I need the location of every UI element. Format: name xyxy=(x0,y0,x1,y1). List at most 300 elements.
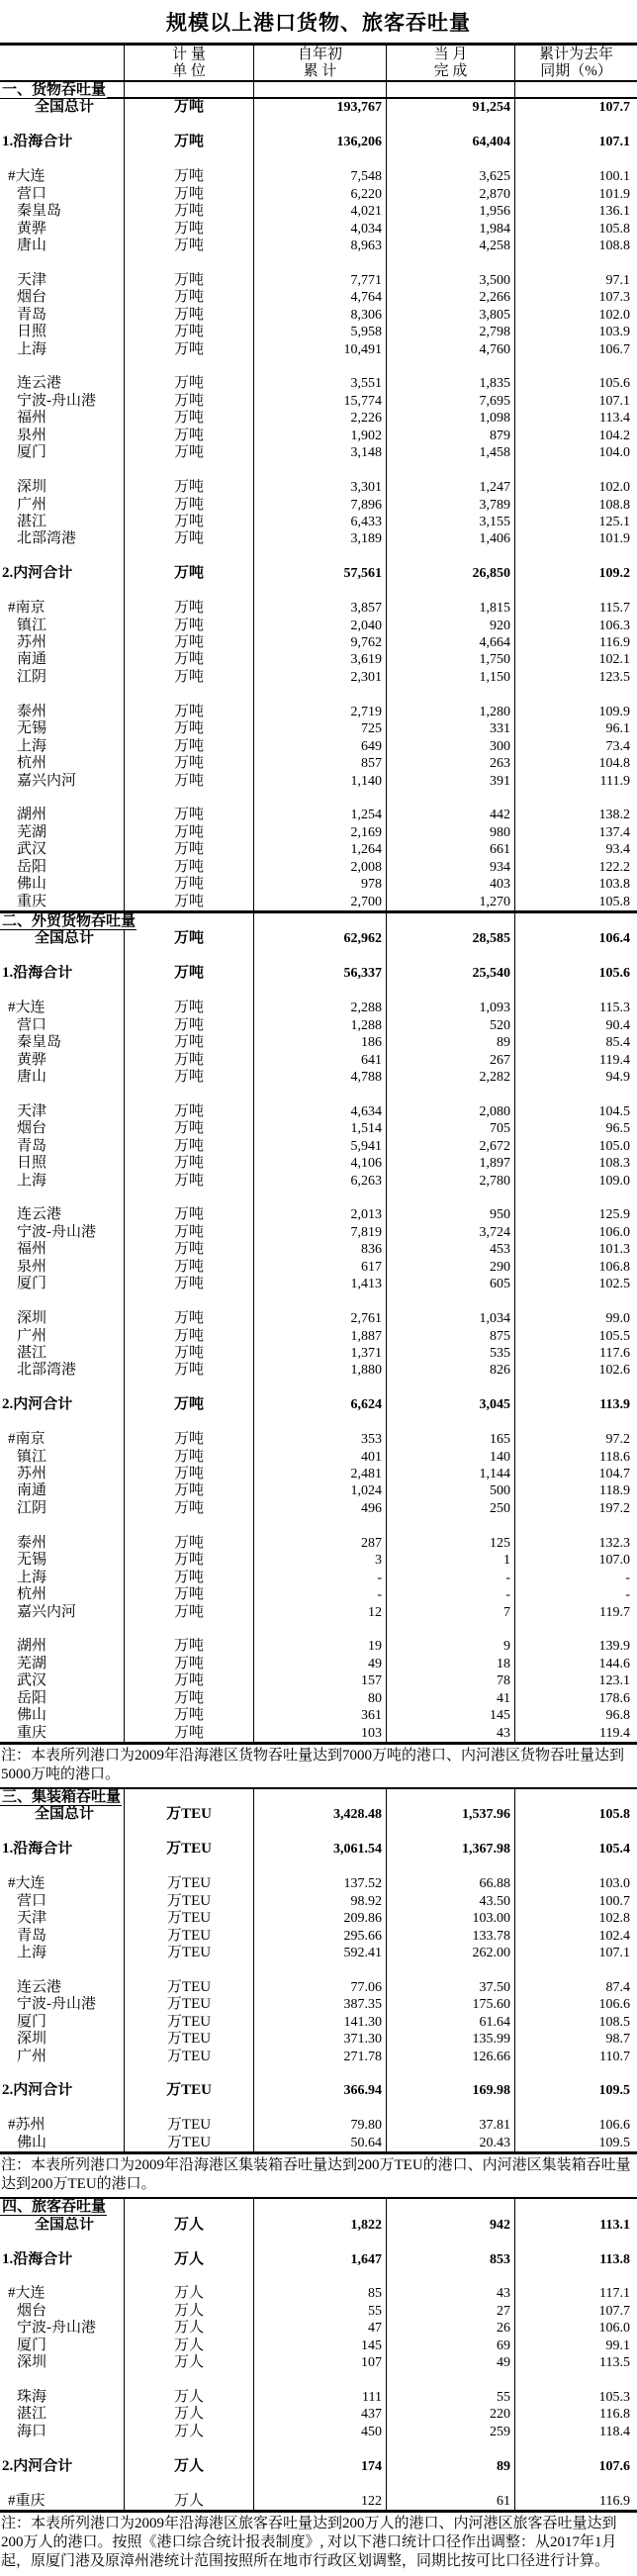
port-name-cell: 广州 xyxy=(17,496,47,513)
header-unit-line1: 计 量 xyxy=(172,46,206,62)
table-row xyxy=(0,514,637,530)
port-name-cell: 1.沿海合计 xyxy=(2,2250,73,2267)
ytd-value-cell: 295.66 xyxy=(253,1928,386,1945)
table-row xyxy=(0,497,637,514)
table-row xyxy=(0,393,637,410)
pct-value-cell: 137.4 xyxy=(514,824,637,841)
port-name-cell: 厦门 xyxy=(17,2013,47,2030)
port-name-cell: #苏州 xyxy=(8,2117,46,2134)
header-ytd-line1: 自年初 xyxy=(297,46,342,62)
month-value-cell: 875 xyxy=(386,1328,514,1345)
month-value-cell: 1,537.96 xyxy=(386,1806,514,1823)
ytd-value-cell: 80 xyxy=(253,1690,386,1707)
port-name-cell: 泉州 xyxy=(17,1258,47,1275)
port-name-cell xyxy=(0,2065,124,2082)
table-row xyxy=(0,1466,637,1482)
table-row xyxy=(0,807,637,823)
section-heading-row xyxy=(0,1789,637,1806)
port-name-cell: 武汉 xyxy=(17,841,47,858)
port-name-cell: 烟台 xyxy=(17,289,47,306)
table-row xyxy=(0,2251,637,2268)
month-value-cell: 61.64 xyxy=(386,2014,514,2031)
port-name-cell xyxy=(0,548,124,565)
month-value-cell: 290 xyxy=(386,1259,514,1276)
table-row xyxy=(0,1017,637,1034)
port-name-cell: 深圳 xyxy=(17,2031,47,2048)
table-row xyxy=(0,720,637,737)
unit-cell: 万吨 xyxy=(124,1345,253,1362)
unit-cell xyxy=(124,1293,253,1310)
unit-cell xyxy=(124,2440,253,2457)
month-value-cell: 1,897 xyxy=(386,1155,514,1172)
table-row xyxy=(0,1206,637,1223)
table-row xyxy=(0,2031,637,2048)
spacer-row xyxy=(0,117,637,134)
table-row xyxy=(0,428,637,444)
table-row xyxy=(0,669,637,686)
table-row xyxy=(0,444,637,461)
pct-value-cell: 105.5 xyxy=(514,1328,637,1345)
pct-value-cell: 105.6 xyxy=(514,375,637,392)
month-value-cell xyxy=(386,2100,514,2117)
port-name-cell: 营口 xyxy=(17,1016,47,1033)
column-divider xyxy=(514,913,515,930)
port-name-cell: 黄骅 xyxy=(17,1051,47,1068)
ytd-value-cell xyxy=(253,2475,386,2492)
month-value-cell: 1,458 xyxy=(386,444,514,461)
pct-value-cell: 73.4 xyxy=(514,738,637,755)
pct-value-cell: 100.7 xyxy=(514,1893,637,1910)
month-value-cell: 705 xyxy=(386,1120,514,1137)
port-name-cell: 1.沿海合计 xyxy=(2,965,73,982)
table-row xyxy=(0,1996,637,2013)
month-value-cell: 89 xyxy=(386,1034,514,1051)
spacer-row xyxy=(0,686,637,703)
month-value-cell: 934 xyxy=(386,859,514,876)
month-value-cell: 125 xyxy=(386,1535,514,1552)
table-row xyxy=(0,99,637,116)
table-row xyxy=(0,1069,637,1086)
port-name-cell: 深圳 xyxy=(17,1310,47,1327)
pct-value-cell: 125.9 xyxy=(514,1206,637,1223)
port-name-cell: 秦皇岛 xyxy=(17,1034,62,1051)
pct-value-cell: 105.3 xyxy=(514,2389,637,2406)
pct-value-cell: 102.0 xyxy=(514,307,637,324)
pct-value-cell: 97.1 xyxy=(514,272,637,289)
month-value-cell xyxy=(386,117,514,134)
unit-cell xyxy=(124,1859,253,1875)
port-name-cell: 青岛 xyxy=(17,1927,47,1944)
pct-value-cell: 104.8 xyxy=(514,755,637,772)
ytd-value-cell: 7,548 xyxy=(253,168,386,185)
ytd-value-cell: 387.35 xyxy=(253,1996,386,2013)
table-row xyxy=(0,221,637,238)
pct-value-cell: 113.8 xyxy=(514,2251,637,2268)
month-value-cell xyxy=(386,548,514,565)
port-name-cell xyxy=(0,117,124,134)
unit-cell: 万吨 xyxy=(124,1069,253,1086)
pct-value-cell: 116.9 xyxy=(514,634,637,651)
port-name-cell: 秦皇岛 xyxy=(17,203,62,220)
section-heading: 四、旅客吞吐量 xyxy=(2,2198,107,2215)
pct-value-cell: 105.8 xyxy=(514,1806,637,1823)
unit-cell xyxy=(124,948,253,965)
port-name-cell: 北部湾港 xyxy=(17,1362,77,1379)
ytd-value-cell: 3,857 xyxy=(253,600,386,617)
ytd-value-cell: - xyxy=(253,1570,386,1586)
month-value-cell: 2,282 xyxy=(386,1069,514,1086)
unit-cell: 万吨 xyxy=(124,1155,253,1172)
month-value-cell xyxy=(386,1961,514,1978)
unit-cell: 万TEU xyxy=(124,1893,253,1910)
unit-cell: 万TEU xyxy=(124,1979,253,1996)
table-row xyxy=(0,1052,637,1069)
month-value-cell: 2,080 xyxy=(386,1103,514,1120)
spacer-row xyxy=(0,254,637,271)
ytd-value-cell: 2,169 xyxy=(253,824,386,841)
section-heading-row xyxy=(0,2199,637,2216)
spacer-row xyxy=(0,2475,637,2492)
pct-value-cell: 109.2 xyxy=(514,565,637,582)
unit-cell: 万吨 xyxy=(124,1052,253,1069)
month-value-cell xyxy=(386,948,514,965)
pct-value-cell xyxy=(514,2065,637,2082)
month-value-cell: 28,585 xyxy=(386,930,514,947)
spacer-row xyxy=(0,1824,637,1841)
ytd-value-cell: 3 xyxy=(253,1552,386,1569)
pct-value-cell: 102.1 xyxy=(514,651,637,668)
table-row xyxy=(0,1875,637,1892)
unit-cell: 万吨 xyxy=(124,876,253,893)
unit-cell xyxy=(124,1621,253,1638)
port-name-cell xyxy=(0,1380,124,1396)
port-name-cell xyxy=(0,1293,124,1310)
port-name-cell: 黄骅 xyxy=(17,220,47,237)
table-row xyxy=(0,1928,637,1945)
port-name-cell: 宁波-舟山港 xyxy=(17,2320,96,2337)
port-name-cell: 佛山 xyxy=(17,2134,47,2150)
table-row xyxy=(0,930,637,947)
port-name-cell: 2.内河合计 xyxy=(2,1396,73,1413)
table-row xyxy=(0,375,637,392)
port-name-cell: 海口 xyxy=(17,2423,47,2439)
unit-cell: 万TEU xyxy=(124,2049,253,2065)
table-row xyxy=(0,1893,637,1910)
table-row xyxy=(0,2117,637,2134)
month-value-cell: 950 xyxy=(386,1206,514,1223)
ytd-value-cell: 4,764 xyxy=(253,289,386,306)
header-cell-month xyxy=(386,46,514,80)
ytd-value-cell: 366.94 xyxy=(253,2082,386,2099)
table-note: 注：本表所列港口为2009年沿海港区旅客吞吐量达到200万人的港口、内河港区旅客吞吐量达到200万人的港口。按照《港口综合统计报表制度》, 对以下港口统计口径作出调整：从2017年1月起，原厦门港及原漳州港统计范围按照所在地市行政区划调整，同期比按可比口径进行计算。 xyxy=(1,2516,617,2570)
pct-value-cell: 109.5 xyxy=(514,2135,637,2151)
month-value-cell: 37.81 xyxy=(386,2117,514,2134)
port-name-cell: 广州 xyxy=(17,1327,47,1344)
port-name-cell xyxy=(0,2475,124,2492)
unit-cell: 万人 xyxy=(124,2217,253,2234)
pct-value-cell: 100.1 xyxy=(514,168,637,185)
unit-cell: 万吨 xyxy=(124,755,253,772)
table-row xyxy=(0,565,637,582)
month-value-cell xyxy=(386,358,514,375)
spacer-row xyxy=(0,948,637,965)
month-value-cell: 69 xyxy=(386,2337,514,2354)
unit-cell: 万吨 xyxy=(124,1500,253,1517)
pct-value-cell: 103.9 xyxy=(514,324,637,340)
pct-value-cell: 119.4 xyxy=(514,1052,637,1069)
spacer-row xyxy=(0,2100,637,2117)
unit-cell: 万吨 xyxy=(124,600,253,617)
pct-value-cell: - xyxy=(514,1570,637,1586)
pct-value-cell: 111.9 xyxy=(514,773,637,790)
header-month-line1: 当 月 xyxy=(433,46,468,62)
unit-cell xyxy=(124,254,253,271)
pct-value-cell: 101.3 xyxy=(514,1241,637,1258)
column-divider xyxy=(514,2199,515,2216)
port-name-cell xyxy=(0,1621,124,1638)
pct-value-cell: 118.9 xyxy=(514,1482,637,1499)
ytd-value-cell: 1,371 xyxy=(253,1345,386,1362)
ytd-value-cell: 361 xyxy=(253,1707,386,1724)
pct-value-cell: 105.4 xyxy=(514,1841,637,1858)
pct-value-cell: 113.1 xyxy=(514,2217,637,2234)
month-value-cell: 980 xyxy=(386,824,514,841)
table-row xyxy=(0,410,637,427)
pct-value-cell: 178.6 xyxy=(514,1690,637,1707)
ytd-value-cell: 79.80 xyxy=(253,2117,386,2134)
port-name-cell: 上海 xyxy=(17,340,47,357)
pct-value-cell xyxy=(514,1859,637,1875)
unit-cell: 万吨 xyxy=(124,1604,253,1621)
month-value-cell: 263 xyxy=(386,755,514,772)
unit-cell: 万人 xyxy=(124,2320,253,2337)
ytd-value-cell: 1,264 xyxy=(253,841,386,858)
port-name-cell xyxy=(0,1961,124,1978)
port-name-cell: 福州 xyxy=(17,1241,47,1258)
port-name-cell: 天津 xyxy=(17,1910,47,1927)
column-divider xyxy=(386,1789,387,1806)
port-name-cell xyxy=(0,2372,124,2389)
ytd-value-cell: 50.64 xyxy=(253,2135,386,2151)
pct-value-cell: - xyxy=(514,1586,637,1603)
pct-value-cell: 115.3 xyxy=(514,1000,637,1016)
pct-value-cell: 109.9 xyxy=(514,704,637,720)
month-value-cell: 43.50 xyxy=(386,1893,514,1910)
pct-value-cell: 105.8 xyxy=(514,221,637,238)
unit-cell: 万人 xyxy=(124,2303,253,2320)
ytd-value-cell xyxy=(253,2372,386,2389)
ytd-value-cell xyxy=(253,983,386,1000)
pct-value-cell: 106.6 xyxy=(514,1996,637,2013)
port-name-cell xyxy=(0,948,124,965)
table-row xyxy=(0,1656,637,1672)
month-value-cell: 1,367.98 xyxy=(386,1841,514,1858)
ytd-value-cell: 271.78 xyxy=(253,2049,386,2065)
port-name-cell xyxy=(0,790,124,807)
table-row xyxy=(0,841,637,858)
ytd-value-cell xyxy=(253,2440,386,2457)
port-name-cell: 江阴 xyxy=(17,1499,47,1516)
month-value-cell: 3,155 xyxy=(386,514,514,530)
table-row xyxy=(0,530,637,547)
table-row xyxy=(0,894,637,910)
pct-value-cell xyxy=(514,1190,637,1206)
port-name-cell: 南通 xyxy=(17,651,47,668)
spacer-row xyxy=(0,548,637,565)
pct-value-cell: 87.4 xyxy=(514,1979,637,1996)
unit-cell: 万吨 xyxy=(124,1224,253,1241)
port-name-cell: 1.沿海合计 xyxy=(2,1841,73,1858)
ytd-value-cell: 7,819 xyxy=(253,1224,386,1241)
pct-value-cell: 98.7 xyxy=(514,2031,637,2048)
month-value-cell: 331 xyxy=(386,720,514,737)
table-row xyxy=(0,1310,637,1327)
pct-value-cell: 107.1 xyxy=(514,134,637,150)
month-value-cell: 500 xyxy=(386,1482,514,1499)
month-value-cell: 25,540 xyxy=(386,965,514,982)
ytd-value-cell xyxy=(253,1380,386,1396)
ytd-value-cell: 62,962 xyxy=(253,930,386,947)
table-row xyxy=(0,2049,637,2065)
pct-value-cell xyxy=(514,2234,637,2250)
section-heading: 三、集装箱吞吐量 xyxy=(2,1788,122,1805)
pct-value-cell: 119.4 xyxy=(514,1725,637,1742)
spacer-row xyxy=(0,1380,637,1396)
port-name-cell: 苏州 xyxy=(17,634,47,650)
ytd-value-cell: 10,491 xyxy=(253,341,386,358)
month-value-cell: 1,956 xyxy=(386,203,514,220)
pct-value-cell: 125.1 xyxy=(514,514,637,530)
pct-value-cell: 106.0 xyxy=(514,1224,637,1241)
pct-value-cell: 117.1 xyxy=(514,2285,637,2302)
pct-value-cell: 144.6 xyxy=(514,1656,637,1672)
table-row xyxy=(0,2320,637,2337)
port-name-cell: 嘉兴内河 xyxy=(17,1603,77,1620)
month-value-cell: 391 xyxy=(386,773,514,790)
table-row xyxy=(0,1345,637,1362)
pct-value-cell: 113.9 xyxy=(514,1396,637,1413)
table-row xyxy=(0,1138,637,1155)
pct-value-cell: 136.1 xyxy=(514,203,637,220)
month-value-cell xyxy=(386,2440,514,2457)
section-rows xyxy=(0,1806,637,2154)
ytd-value-cell: 103 xyxy=(253,1725,386,1742)
pct-value-cell xyxy=(514,2268,637,2285)
table-row xyxy=(0,324,637,340)
month-value-cell: 3,789 xyxy=(386,497,514,514)
ytd-value-cell: 401 xyxy=(253,1449,386,1466)
table-row xyxy=(0,134,637,150)
spacer-row xyxy=(0,1961,637,1978)
port-name-cell xyxy=(0,583,124,600)
unit-cell: 万吨 xyxy=(124,1362,253,1379)
table-row xyxy=(0,1482,637,1499)
month-value-cell: 1,144 xyxy=(386,1466,514,1482)
unit-cell xyxy=(124,1380,253,1396)
ytd-value-cell xyxy=(253,2234,386,2250)
table-row xyxy=(0,479,637,496)
ytd-value-cell: 353 xyxy=(253,1431,386,1448)
month-value-cell: 41 xyxy=(386,1690,514,1707)
port-name-cell: 烟台 xyxy=(17,2302,47,2319)
port-name-cell: 日照 xyxy=(17,324,47,340)
table-row xyxy=(0,2493,637,2510)
month-value-cell: 3,045 xyxy=(386,1396,514,1413)
ytd-value-cell xyxy=(253,1086,386,1102)
table-row xyxy=(0,773,637,790)
port-name-cell xyxy=(0,1190,124,1206)
month-value-cell: 27 xyxy=(386,2303,514,2320)
unit-cell: 万TEU xyxy=(124,1910,253,1927)
unit-cell: 万吨 xyxy=(124,807,253,823)
unit-cell: 万吨 xyxy=(124,168,253,185)
pct-value-cell xyxy=(514,948,637,965)
pct-value-cell: 106.0 xyxy=(514,2320,637,2337)
month-value-cell: 135.99 xyxy=(386,2031,514,2048)
ytd-value-cell: 209.86 xyxy=(253,1910,386,1927)
month-value-cell: 1,406 xyxy=(386,530,514,547)
pct-value-cell: 113.5 xyxy=(514,2354,637,2371)
pct-value-cell: 117.6 xyxy=(514,1345,637,1362)
ytd-value-cell xyxy=(253,2065,386,2082)
port-name-cell: 全国总计 xyxy=(35,1806,95,1823)
month-value-cell: 2,780 xyxy=(386,1173,514,1190)
unit-cell: 万吨 xyxy=(124,841,253,858)
month-value-cell: 103.00 xyxy=(386,1910,514,1927)
ytd-value-cell: 9,762 xyxy=(253,634,386,651)
port-name-cell: 湛江 xyxy=(17,2406,47,2423)
port-name-cell: 上海 xyxy=(17,737,47,754)
column-divider xyxy=(253,1789,254,1806)
table-row xyxy=(0,238,637,254)
month-value-cell: 520 xyxy=(386,1017,514,1034)
ytd-value-cell xyxy=(253,1414,386,1431)
port-name-cell: 上海 xyxy=(17,1172,47,1189)
pct-value-cell: 99.0 xyxy=(514,1310,637,1327)
port-name-cell: 宁波-舟山港 xyxy=(17,392,96,409)
ytd-value-cell: 8,963 xyxy=(253,238,386,254)
table-row xyxy=(0,1000,637,1016)
ytd-value-cell xyxy=(253,1824,386,1841)
spacer-row xyxy=(0,2268,637,2285)
unit-cell: 万吨 xyxy=(124,1672,253,1689)
month-value-cell xyxy=(386,790,514,807)
table-row xyxy=(0,1276,637,1292)
month-value-cell: 9 xyxy=(386,1638,514,1655)
unit-cell: 万吨 xyxy=(124,221,253,238)
pct-value-cell: 123.5 xyxy=(514,669,637,686)
ytd-value-cell: 2,481 xyxy=(253,1466,386,1482)
section-heading-row xyxy=(0,913,637,930)
table-row xyxy=(0,1155,637,1172)
month-value-cell: 1,247 xyxy=(386,479,514,496)
ytd-value-cell: 3,301 xyxy=(253,479,386,496)
unit-cell: 万吨 xyxy=(124,1034,253,1051)
unit-cell: 万吨 xyxy=(124,1396,253,1413)
table-row xyxy=(0,203,637,220)
month-value-cell: 145 xyxy=(386,1707,514,1724)
pct-value-cell: 103.8 xyxy=(514,876,637,893)
table-row xyxy=(0,2303,637,2320)
table-row xyxy=(0,618,637,634)
pct-value-cell: 132.3 xyxy=(514,1535,637,1552)
ytd-value-cell: 4,106 xyxy=(253,1155,386,1172)
unit-cell: 万吨 xyxy=(124,1259,253,1276)
port-name-cell: 芜湖 xyxy=(17,823,47,840)
port-name-cell: 烟台 xyxy=(17,1120,47,1137)
spacer-row xyxy=(0,2234,637,2250)
month-value-cell: 1,150 xyxy=(386,669,514,686)
